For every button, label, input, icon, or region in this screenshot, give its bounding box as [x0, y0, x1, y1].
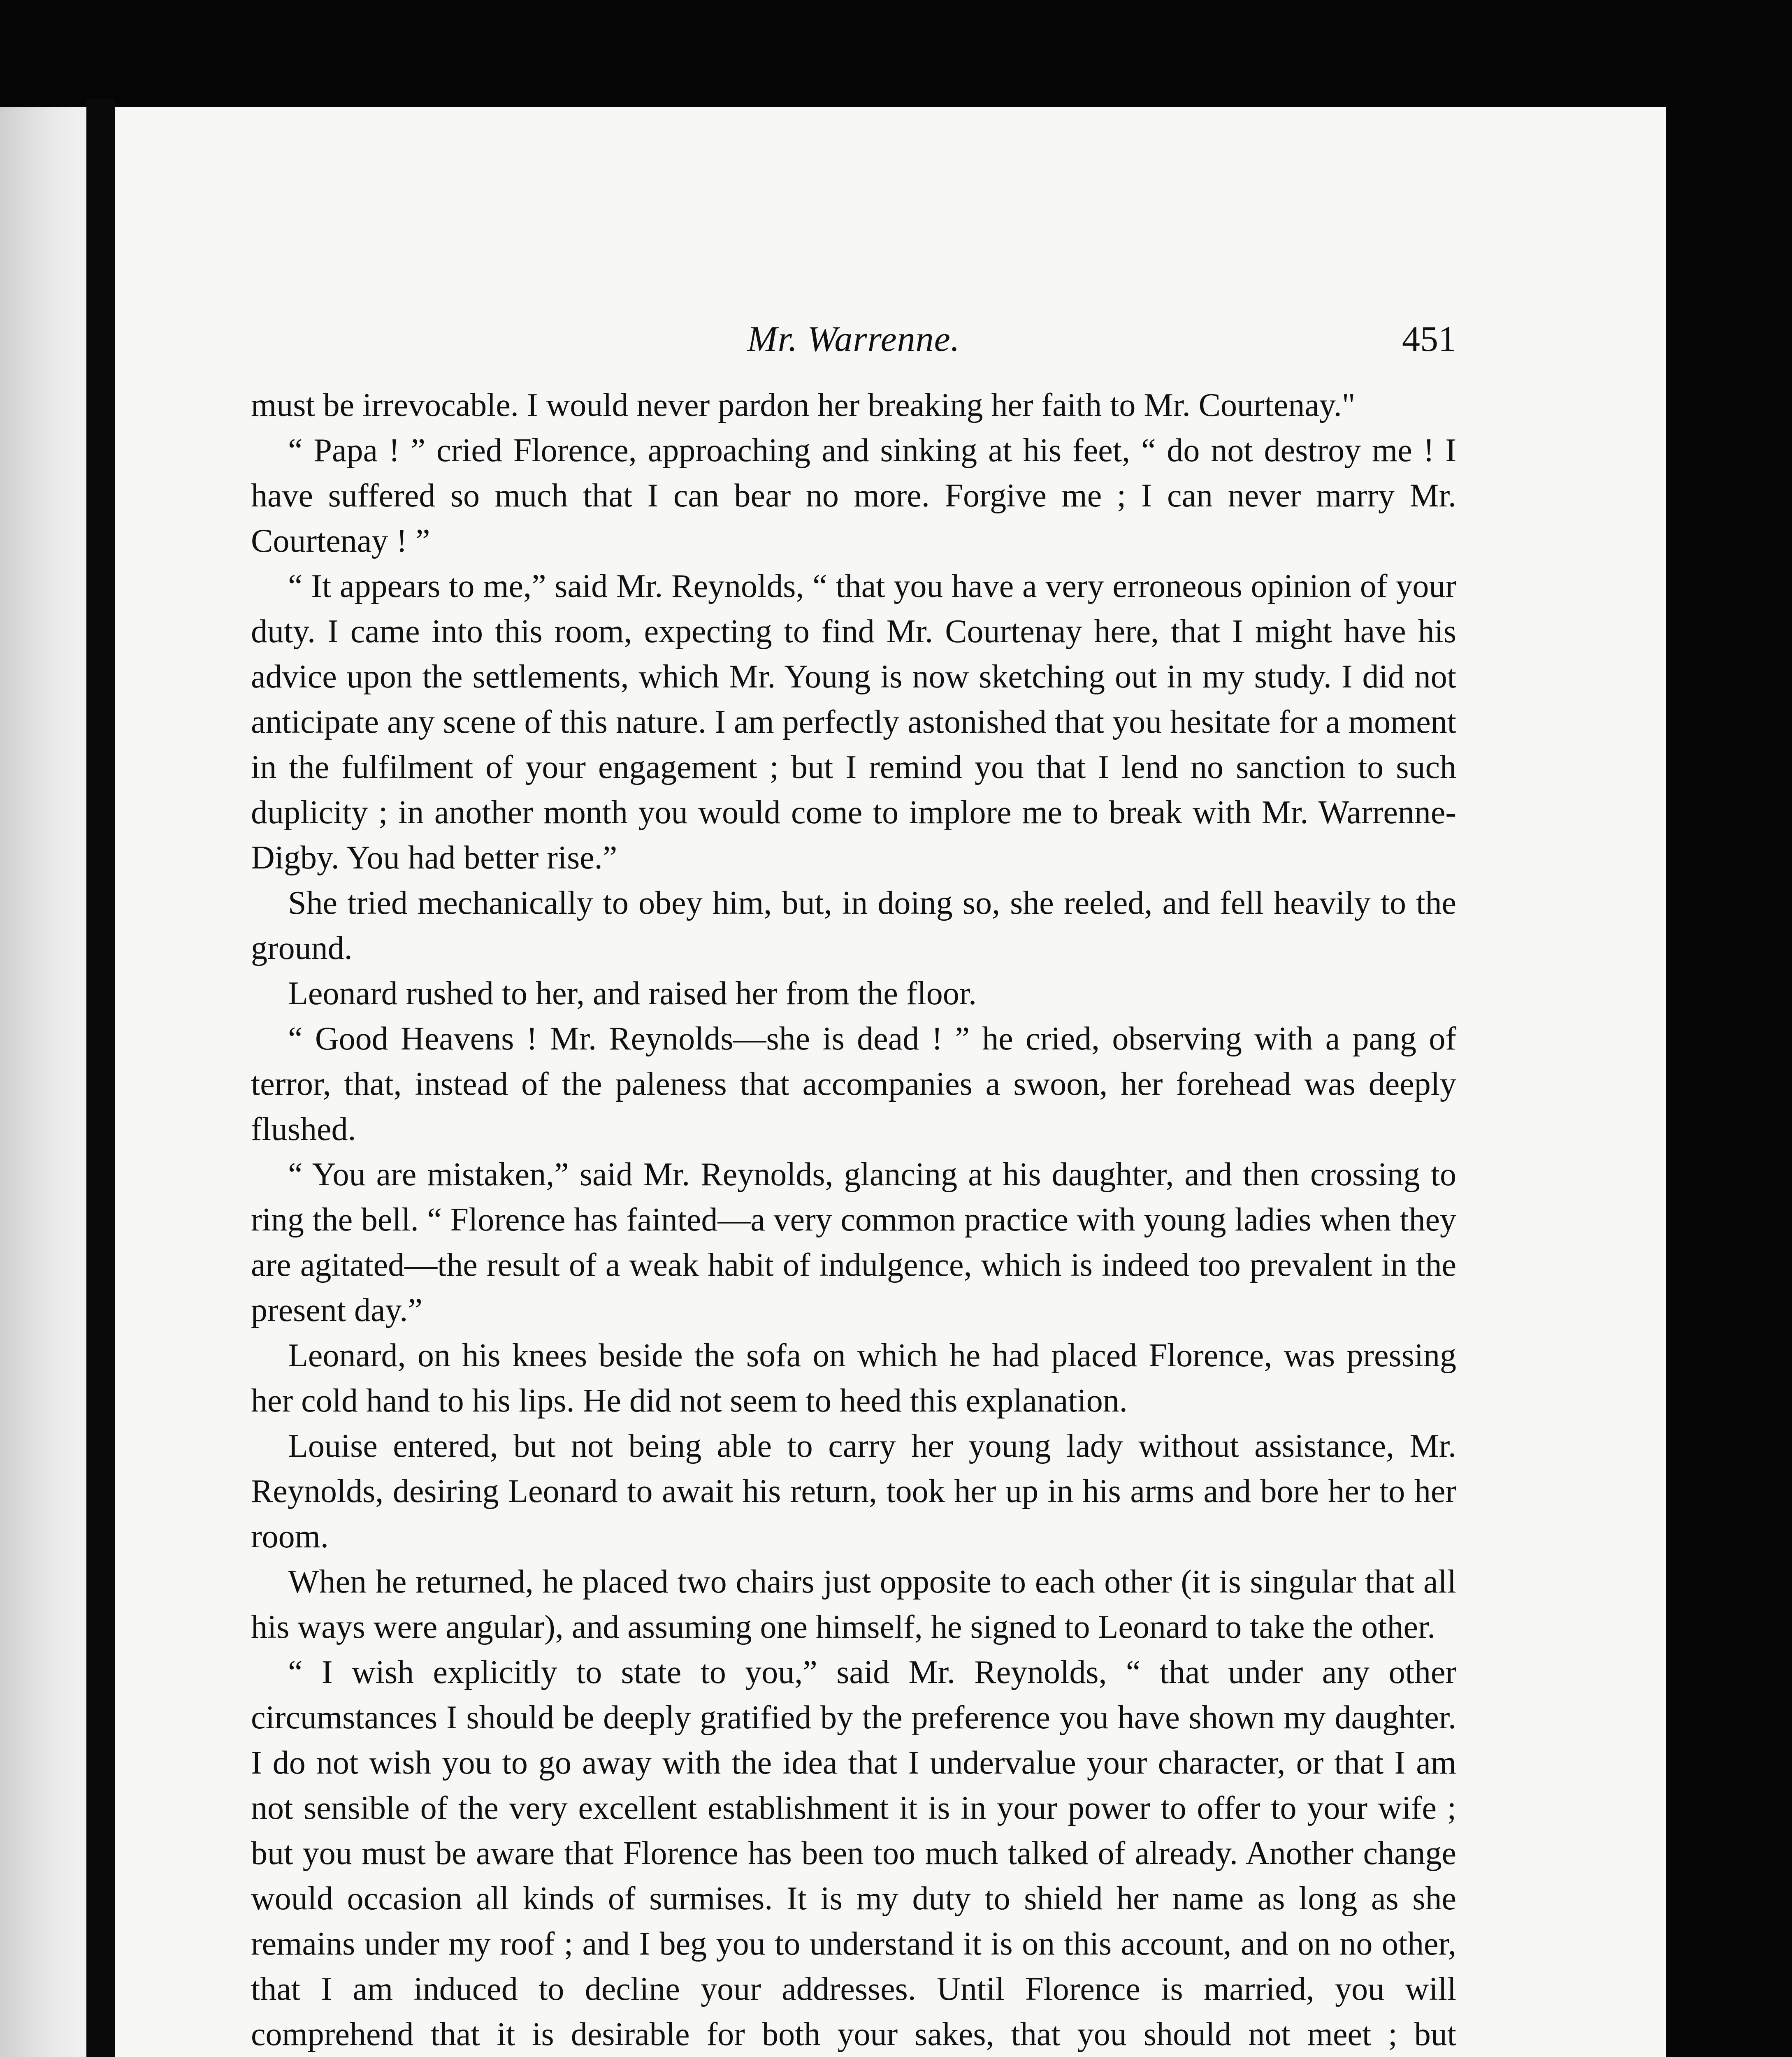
- page-number: 451: [1402, 319, 1456, 359]
- paragraph: She tried mechanically to obey him, but, in doing so, she reeled, and fell heavily to the ground.: [251, 885, 1456, 966]
- page-header: [251, 300, 1456, 383]
- paragraph: must be irrevocable. I would never pardon her breaking her faith to Mr. Courtenay.": [251, 387, 1356, 423]
- book-page: [115, 107, 1666, 2057]
- page-text: [251, 300, 1456, 2057]
- paragraph: Leonard rushed to her, and raised her from the floor.: [288, 975, 977, 1012]
- facing-page-edge: [0, 107, 86, 2057]
- paragraph: “ It appears to me,” said Mr. Reynolds, “ that you have a very erroneous opinion of your duty. I came into this room, expecting to find Mr. Courtenay here, that I might have his advice upon the settlements, which Mr. Young is now sketching out in my study. I did not anticipate any scene of this nature. I am perfectly astonished that you hesitate for a moment in the fulfilment of your engagement ; but I remind you that I lend no sanction to such duplicity ; in another month you would come to implore me to break with Mr. Warrenne-Digby. You had better rise.”: [251, 568, 1456, 876]
- paragraph: Leonard, on his knees beside the sofa on which he had placed Florence, was pressing her cold hand to his lips. He did not seem to heed this explanation.: [251, 1337, 1456, 1419]
- paragraph: “ Good Heavens ! Mr. Reynolds—she is dead ! ” he cried, observing with a pang of terror, that, instead of the paleness that accompanies a swoon, her forehead was deeply flushed.: [251, 1021, 1456, 1147]
- paragraph: “ Papa ! ” cried Florence, approaching and sinking at his feet, “ do not destroy me ! I have suffered so much that I can bear no more. Forgive me ; I can never marry Mr. Courtenay ! ”: [251, 432, 1456, 559]
- book-gutter: [86, 99, 115, 2057]
- paragraph: “ I wish explicitly to state to you,” said Mr. Reynolds, “ that under any other circumstances I should be deeply gratified by the preference you have shown my daughter. I do not wish you to go away with the idea that I undervalue your character, or that I am not sensible of the very excellent establishment it is in your power to offer to your wife ; but you must be aware that Florence has been too much talked of already. Another change would occasion all kinds of surmises. It is my duty to shield her name as long as she remains under my roof ; and I beg you to understand it is on this account, and on no other, that I am induced to decline your addresses. Until Florence is married, you will comprehend that it is desirable for both your sakes, that you should not meet ; but: [251, 1654, 1456, 2052]
- paragraph: “ You are mistaken,” said Mr. Reynolds, glancing at his daughter, and then crossing to ring the bell. “ Florence has fainted—a very common practice with young ladies when they are agitated—the result of a weak habit of indulgence, which is indeed too prevalent in the present day.”: [251, 1156, 1456, 1328]
- paragraph: Louise entered, but not being able to carry her young lady without assistance, Mr. Reynolds, desiring Leonard to await his return, took her up in his arms and bore her to her room.: [251, 1428, 1456, 1555]
- paragraph: When he returned, he placed two chairs just opposite to each other (it is singular that all his ways were angular), and assuming one himself, he signed to Leonard to take the other.: [251, 1564, 1456, 1645]
- running-title: Mr. Warrenne.: [747, 319, 960, 359]
